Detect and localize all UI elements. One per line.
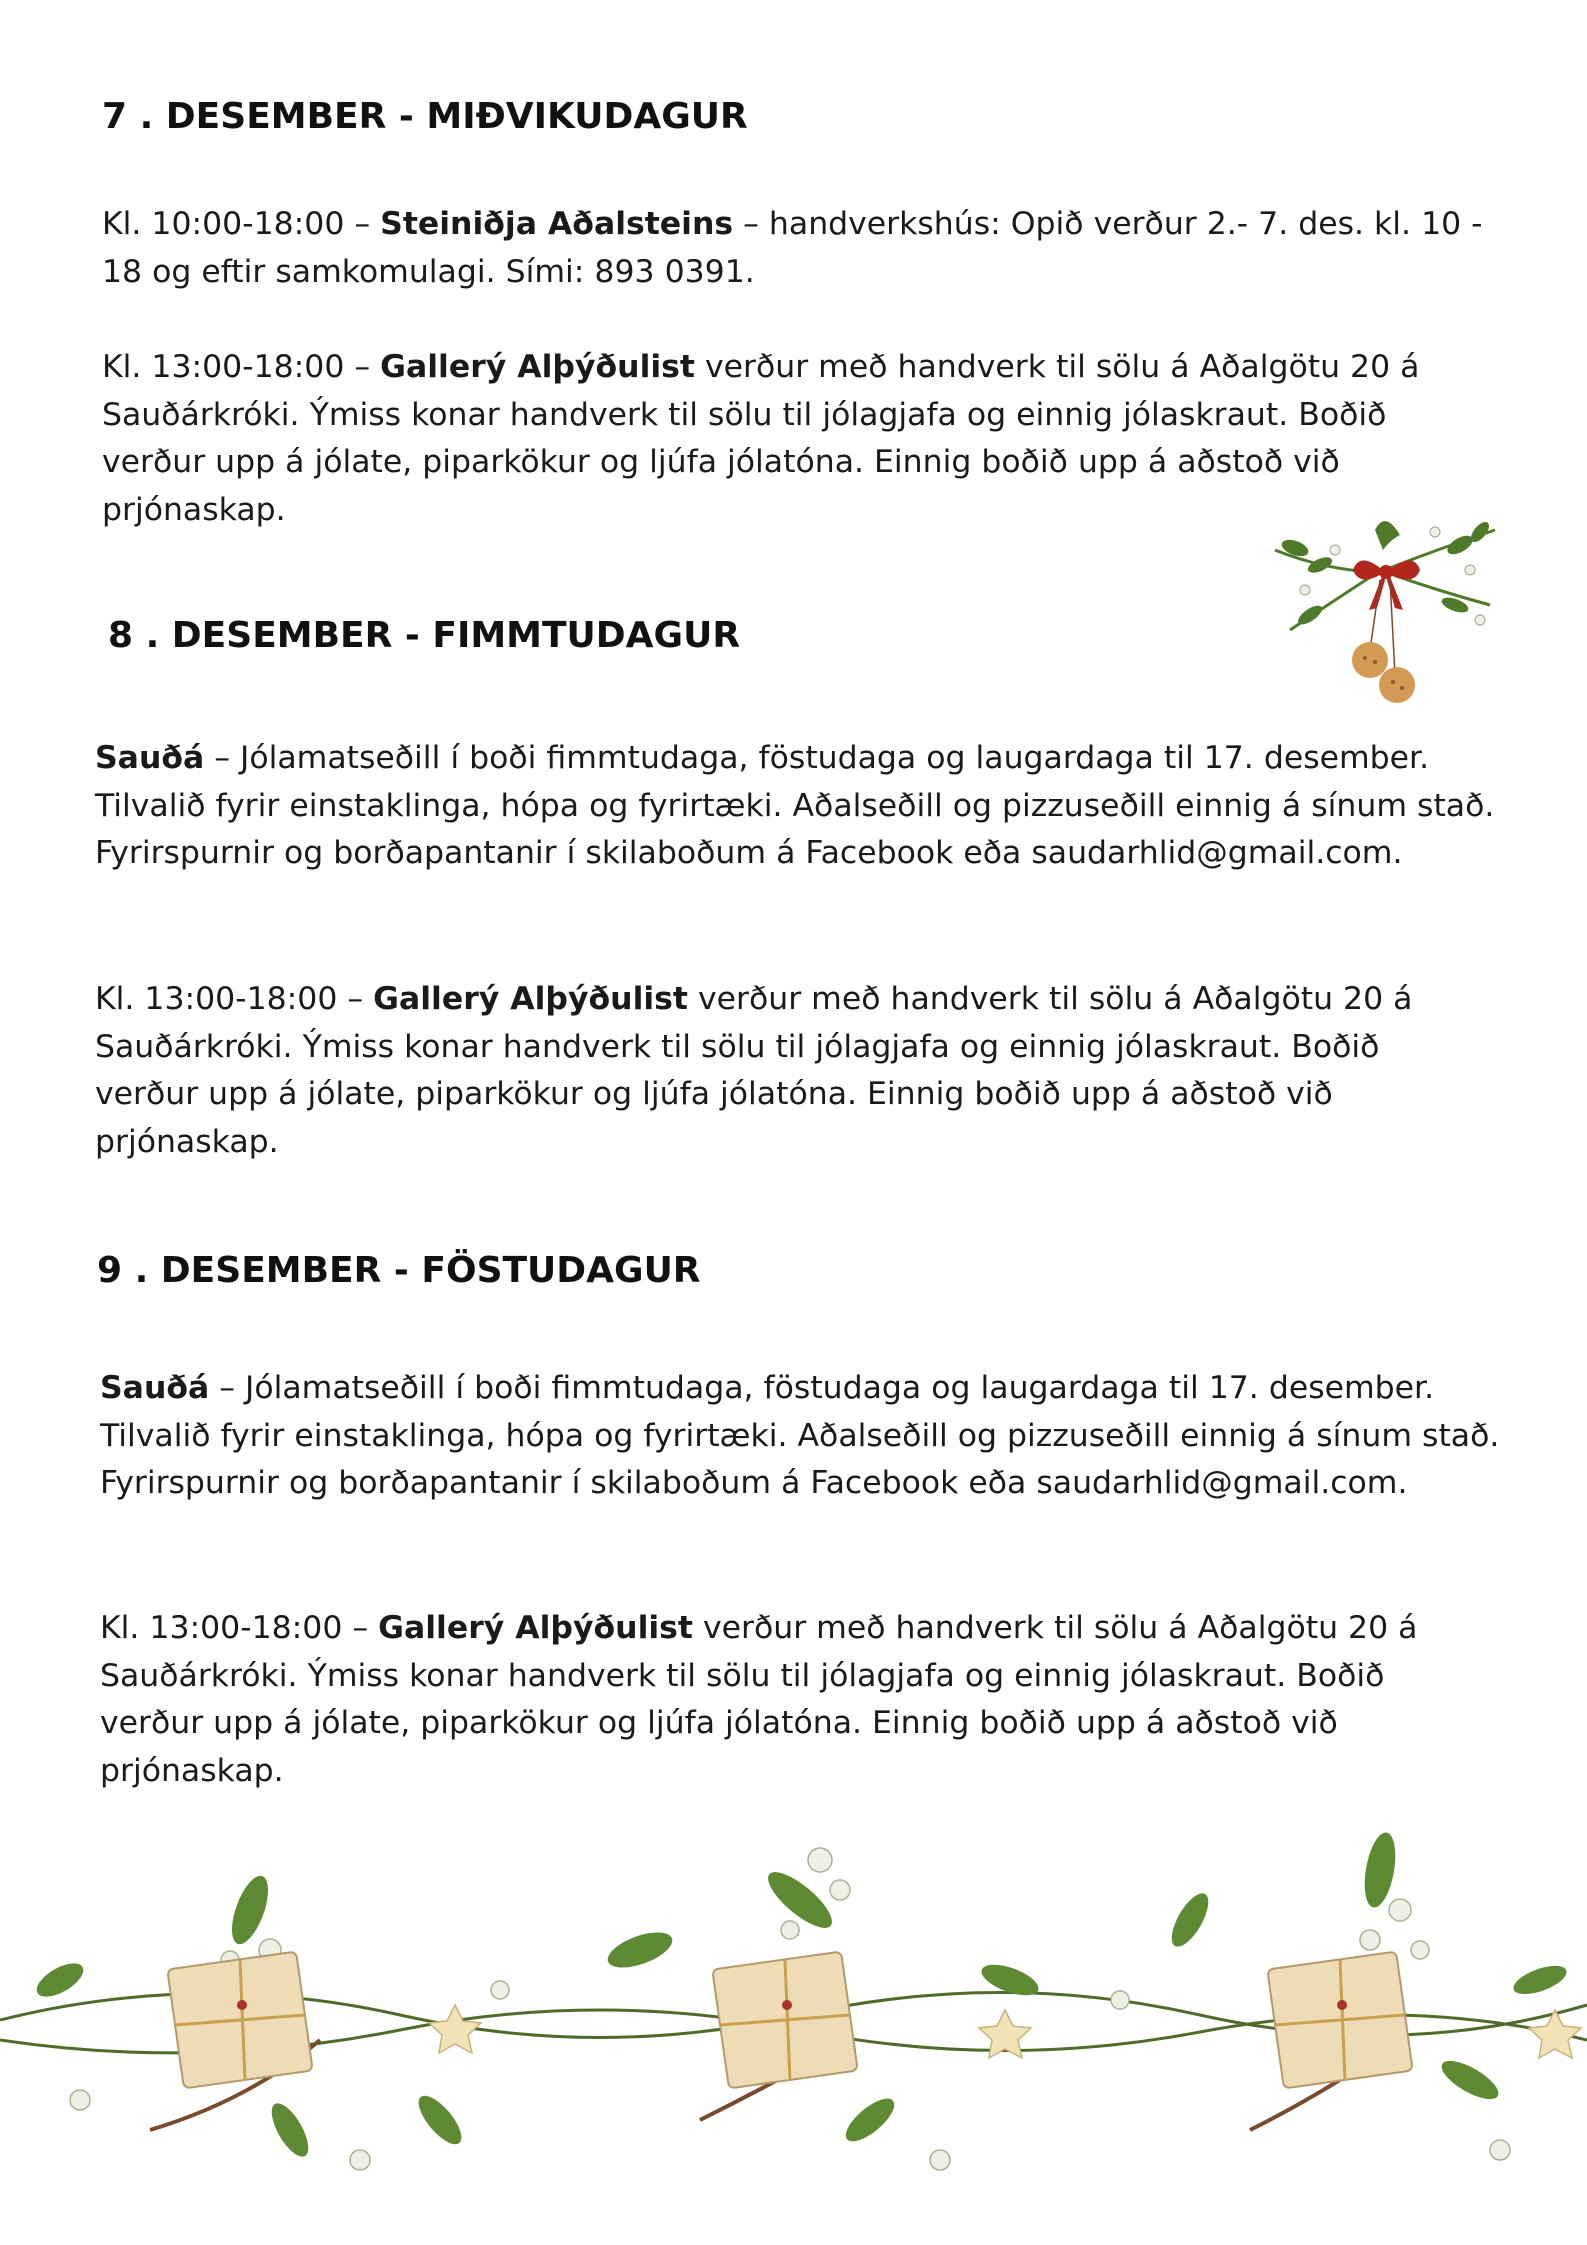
event-description: – Jólamatseðill í boði fimmtudaga, föstudaga og laugardaga til 17. desember. Tilvalið fyrir einstaklinga, hópa og fyrirtæki. Aðalseðill og pizzuseðill einnig á sínum stað. Fyrirspurnir og borðapantanir í skilaboðum á Facebook eða saudarhlid@gmail.com. <box>95 740 1495 871</box>
event-gallery <box>100 1605 1490 1795</box>
event-venue: Steiniðja Aðalsteins <box>380 206 734 242</box>
event-time: Kl. 13:00-18:00 – <box>95 981 374 1017</box>
section-heading-dec-7: 7 . DESEMBER - MIÐVIKUDAGUR <box>102 96 748 137</box>
event-sauda <box>95 735 1535 878</box>
event-description: verður með handverk til sölu á Aðalgötu 20 á Sauðárkróki. Ýmiss konar handverk til sölu til jólagjafa og einnig jólaskraut. Boðið verður upp á jólate, piparkökur og ljúfa jólatóna. Einnig boðið upp á aðstoð við prjónaskap. <box>102 349 1420 528</box>
event-description: verður með handverk til sölu á Aðalgötu 20 á Sauðárkróki. Ýmiss konar handverk til sölu til jólagjafa og einnig jólaskraut. Boðið verður upp á jólate, piparkökur og ljúfa jólatóna. Einnig boðið upp á aðstoð við prjónaskap. <box>100 1610 1418 1789</box>
event-venue: Gallerý Alþýðulist <box>378 1610 693 1646</box>
event-sauda <box>100 1365 1540 1508</box>
event-gallery <box>102 344 1492 534</box>
event-steinidja <box>102 201 1522 296</box>
event-venue: Gallerý Alþýðulist <box>380 349 695 385</box>
event-time: Kl. 10:00-18:00 – <box>102 206 381 242</box>
section-heading-dec-9: 9 . DESEMBER - FÖSTUDAGUR <box>97 1250 701 1291</box>
event-venue: Sauðá <box>95 740 205 776</box>
event-description: – handverkshús: Opið verður 2.- 7. des. kl. 10 - 18 og eftir samkomulagi. Sími: 893 0391. <box>102 206 1483 290</box>
holly-bow-bells-icon <box>1265 510 1505 710</box>
event-venue: Gallerý Alþýðulist <box>373 981 688 1017</box>
event-time: Kl. 13:00-18:00 – <box>102 349 381 385</box>
section-heading-dec-8: 8 . DESEMBER - FIMMTUDAGUR <box>108 615 741 656</box>
event-gallery <box>95 976 1485 1166</box>
event-time: Kl. 13:00-18:00 – <box>100 1610 379 1646</box>
event-description: verður með handverk til sölu á Aðalgötu 20 á Sauðárkróki. Ýmiss konar handverk til sölu til jólagjafa og einnig jólaskraut. Boðið verður upp á jólate, piparkökur og ljúfa jólatóna. Einnig boðið upp á aðstoð við prjónaskap. <box>95 981 1413 1160</box>
event-venue: Sauðá <box>100 1370 210 1406</box>
mistletoe-gift-garland-icon <box>0 1800 1587 2240</box>
event-description: – Jólamatseðill í boði fimmtudaga, föstudaga og laugardaga til 17. desember. Tilvalið fyrir einstaklinga, hópa og fyrirtæki. Aðalseðill og pizzuseðill einnig á sínum stað. Fyrirspurnir og borðapantanir í skilaboðum á Facebook eða saudarhlid@gmail.com. <box>100 1370 1500 1501</box>
